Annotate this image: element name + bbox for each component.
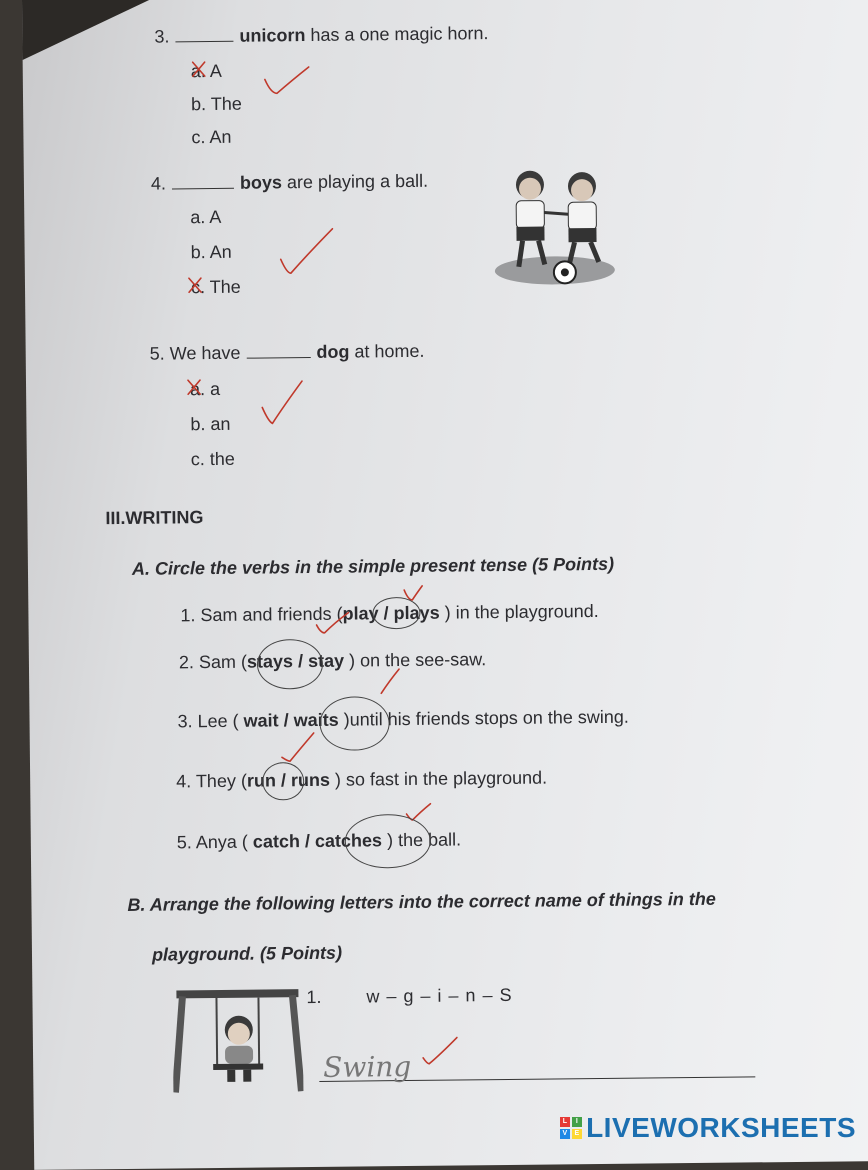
verb-option[interactable]: wait: [243, 710, 279, 731]
verb-option[interactable]: run: [246, 770, 276, 791]
item-text: ) in the playground.: [444, 600, 599, 623]
item-text: ) on the see-saw.: [349, 649, 487, 671]
option-5a[interactable]: a. a: [189, 378, 221, 400]
boys-playing-ball-illustration: [492, 162, 623, 291]
verb-option[interactable]: stays: [246, 651, 294, 672]
question-3: [154, 23, 488, 47]
item-text: 3. Lee (: [177, 710, 244, 732]
question-text: are playing a ball.: [281, 170, 429, 193]
separator: /: [280, 770, 287, 791]
question-4: [151, 171, 428, 195]
option-4a[interactable]: a. A: [190, 206, 222, 228]
circle-mark-run: [262, 762, 304, 800]
part-a-heading: A. Circle the verbs in the simple present tense (5 Points): [131, 553, 615, 579]
liveworksheets-watermark: [560, 1112, 856, 1144]
worksheet-page: [22, 0, 868, 1170]
option-5c[interactable]: c. the: [190, 448, 235, 470]
separator: /: [383, 603, 389, 624]
verb-option[interactable]: runs: [290, 769, 331, 791]
separator: /: [304, 831, 311, 852]
option-3b[interactable]: b. The: [190, 93, 242, 115]
section-title: III.WRITING: [105, 507, 204, 529]
swing-illustration: [172, 987, 303, 1096]
circle-mark-stays: [257, 639, 324, 690]
question-number: 4.: [150, 173, 167, 194]
question-keyword: unicorn: [239, 25, 306, 46]
circle-mark-waits: [319, 696, 390, 751]
question-text: at home.: [349, 340, 425, 362]
verb-item-4: [176, 768, 547, 793]
checkmark-a4: [282, 733, 314, 761]
answer-blank: [172, 188, 234, 190]
item-text: )until his friends stops on the swing.: [343, 706, 629, 730]
question-text: has a one magic horn.: [305, 23, 489, 46]
question-number: 5.: [149, 343, 165, 364]
liveworksheets-logo-icon: L I V E: [560, 1117, 582, 1139]
separator: /: [283, 710, 289, 731]
item-text: ) so fast in the playground.: [334, 767, 548, 790]
option-4c[interactable]: c. The: [190, 276, 241, 298]
watermark-text: LIVEWORKSHEETS: [586, 1112, 856, 1143]
option-3c[interactable]: c. An: [191, 126, 232, 148]
verb-option[interactable]: waits: [293, 709, 339, 731]
verb-option[interactable]: catches: [314, 830, 383, 851]
verb-item-2: [179, 649, 486, 673]
verb-item-3: [177, 707, 629, 733]
verb-option[interactable]: play: [342, 603, 379, 624]
part-b-heading-line2: playground. (5 Points): [151, 942, 343, 965]
answer-blank: [247, 357, 311, 359]
checkmark-b1: [423, 1038, 457, 1064]
item-text: 2. Sam (: [178, 651, 248, 673]
verb-option[interactable]: catch: [252, 831, 301, 852]
checkmark-a3: [381, 669, 399, 693]
question-keyword: dog: [316, 341, 350, 362]
item-text: 1. Sam and friends (: [180, 603, 343, 626]
handwritten-answer: Swing: [323, 1049, 412, 1084]
item-text: 4. They (: [176, 770, 247, 792]
circle-mark-catches: [345, 814, 432, 869]
option-5b[interactable]: b. an: [190, 413, 231, 435]
part-b-heading-line1: B. Arrange the following letters into the correct name of things in the: [127, 888, 716, 915]
option-3a[interactable]: a. A: [190, 60, 222, 82]
checkmark-q4: [280, 229, 332, 274]
part-b-item-number: 1.: [306, 986, 322, 1008]
item-text: 5. Anya (: [176, 831, 253, 853]
verb-option[interactable]: stay: [307, 650, 345, 672]
circle-mark-play: [372, 597, 420, 630]
page-fold: [22, 0, 153, 60]
checkmark-q5: [262, 381, 302, 423]
item-text: ) the ball.: [386, 829, 462, 851]
option-4b[interactable]: b. An: [190, 241, 232, 263]
question-number: 3.: [154, 26, 170, 47]
scrambled-letters: w – g – i – n – S: [366, 984, 513, 1007]
checkmark-q3: [265, 67, 309, 93]
question-keyword: boys: [239, 172, 283, 193]
question-5: [150, 341, 425, 365]
question-text-start: We have: [169, 342, 241, 364]
answer-blank: [175, 41, 233, 43]
verb-option[interactable]: plays: [393, 602, 440, 624]
separator: /: [297, 651, 304, 672]
